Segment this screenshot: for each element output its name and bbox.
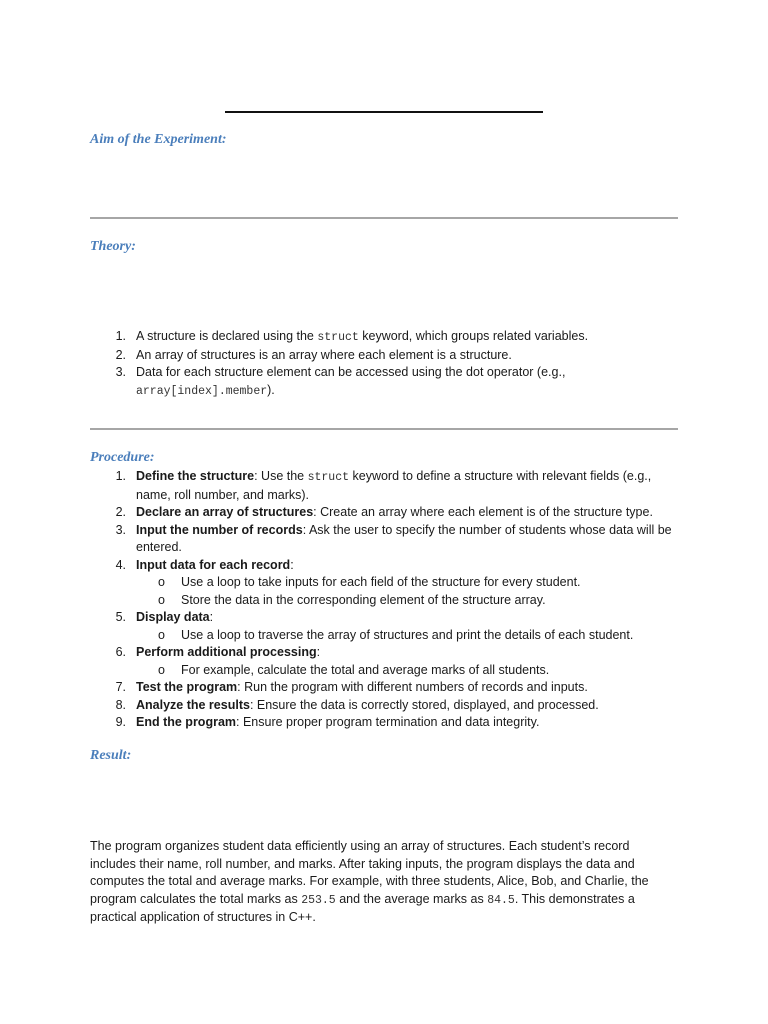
list-item: 9. End the program: Ensure proper program termination and data integrity. <box>115 715 540 729</box>
total-marks-value: 253.5 <box>301 893 336 907</box>
sub-list-item: o Use a loop to traverse the array of structures and print the details of each student. <box>110 627 680 645</box>
section-divider <box>90 428 678 430</box>
list-item: 2. Declare an array of structures: Create an array where each element is of the structure type. <box>115 505 653 519</box>
result-paragraph: The program organizes student data efficiently using an array of structures. Each student’s record includes their name, roll number, and marks. After taking inputs, the program displays the data and computes the total and average marks. For example, with three students, Alice, Bob, and Charlie, the program calculates the total marks as 253.5 and the average marks as 84.5. This demonstrates a practical application of structures in C++. <box>90 839 649 924</box>
list-item: 5. Display data: <box>115 610 214 624</box>
sub-list-item: o For example, calculate the total and average marks of all students. <box>110 662 680 680</box>
title-underline <box>225 111 543 113</box>
code-keyword: struct <box>317 331 359 344</box>
list-item: 8. Analyze the results: Ensure the data is correctly stored, displayed, and processed. <box>115 697 599 712</box>
procedure-heading: Procedure: <box>90 450 155 465</box>
result-heading: Result: <box>90 748 132 763</box>
sub-list-item: o Use a loop to take inputs for each field of the structure for every student. <box>110 574 680 592</box>
circle-bullet-icon: o <box>158 592 165 607</box>
aim-heading: Aim of the Experiment: <box>90 132 227 147</box>
list-item: 3. Input the number of records: Ask the user to specify the number of students whose data will be entered. <box>115 522 672 554</box>
list-item: 1. A structure is declared using the struct keyword, which groups related variables. <box>115 329 589 344</box>
procedure-list <box>110 468 680 732</box>
theory-list <box>110 328 680 400</box>
circle-bullet-icon: o <box>158 662 165 677</box>
list-item: 6. Perform additional processing: <box>115 645 321 659</box>
list-item: 1. Define the structure: Use the struct keyword to define a structure with relevant fields (e.g., name, roll number, and marks). <box>115 469 652 502</box>
circle-bullet-icon: o <box>158 627 165 642</box>
average-marks-value: 84.5 <box>487 893 515 907</box>
list-item: 2. An array of structures is an array where each element is a structure. <box>115 347 512 362</box>
circle-bullet-icon: o <box>158 575 165 589</box>
code-keyword: struct <box>307 471 350 484</box>
list-item: 7. Test the program: Run the program with different numbers of records and inputs. <box>115 680 588 694</box>
theory-heading: Theory: <box>90 239 136 254</box>
list-item: 3. Data for each structure element can be accessed using the dot operator (e.g., array[index].member). <box>115 365 566 398</box>
sub-list-item: o Store the data in the corresponding element of the structure array. <box>110 592 680 610</box>
code-expression: array[index].member <box>136 384 268 398</box>
section-divider <box>90 217 678 219</box>
list-item: 4. Input data for each record: <box>115 557 294 572</box>
